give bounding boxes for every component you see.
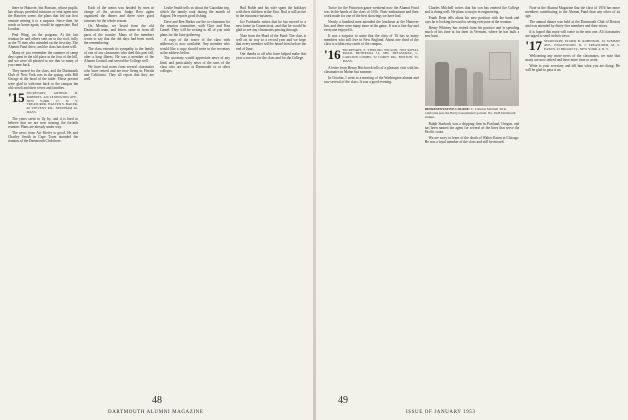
right-col-2 [425,6,520,392]
paragraph: The years seem to fly by, and it is hard to believe that we are now nearing the fortieth reunion. Plans are already under way. [8,116,78,130]
paragraph: Write to your secretary and tell him what you are doing. He will be glad to pass it on. [525,64,621,73]
paragraph: Henry Whitney has retired from his practice and is spending much of his time at his farm in Vermont, where he has built a new barn. [424,25,520,38]
page-number: 48 [152,395,162,406]
paragraph: Our thanks to all who have helped make this year a success for the class and for the College. [236,52,306,61]
page-footer: DARTMOUTH ALUMNI MAGAZINE [108,410,204,415]
left-col-1 [8,6,78,392]
paragraph: The secretary would appreciate news of any kind, and particularly news of the sons of the class who are now at Dartmouth or at other colleges. [160,56,230,74]
paragraph: The class extends its sympathy to the family of one of our classmates who died this past fall, after a long illness. He was a member of the Alumni Council and served the College well. [84,46,154,64]
paragraph: It was a surprise to some that the class of '16 has so many members who still live in New England. About one third of the class is within easy reach of the campus. [324,34,419,47]
class-officers: SECRETARY, ARTHUR B. ROBERTS, 420 LEXINGTON AVE., NEW YORK 17, N. Y. TREASURER, WALTER S. BAKER, 60 STEVENS RD., NEEDHAM 92, MASS. [26,91,78,115]
paragraph: Nearly a hundred men attended the luncheon at the Hanover Inn, and there were many more at the game. It was a fine day and everyone enjoyed it. [324,20,419,33]
paragraph: Ralph Starbuck was a shipping firm in Portland, Oregon, and has been named the agent for several of the lines that serve the Pacific coast. [424,121,520,135]
paragraph: In October, I went to a meeting of the Washington alumni and saw several of the class. It was a good evening. [324,75,419,84]
paragraph: Note in the Alumni Magazine that the class of 1916 has more members contributing to the Alumni Fund than any other of its age. [525,6,621,19]
paragraph: They turned for the class, and the Dartmouth Club of New York was in the spring, with Bill George at the head of the table. Those present were glad to welcome back to the campus the old crowd and their wives and families. [8,69,78,90]
paragraph: Charles Mitchell writes that his son has entered the College and is doing well. He plans to major in engineering. [424,6,520,15]
photo-caption [425,108,520,120]
paragraph: It is hoped that more will come to the next one. All classmates are urged to send in their news. [525,29,621,38]
paragraph: Welcoming any more news of the classmates, we note that many are now retired and have more time to write. [525,54,621,63]
paragraph: Dave and Ben Barker are the co-chairmen for the reunion committee, with Clint and Ken Camel. They will be writing to all of you with plans for the June gathering. [160,20,230,37]
right-col-1 [324,6,419,392]
paragraph: We have had notes from several classmates who have retired and are now living in Florida and California. They all report that they are well. [84,64,154,82]
class-heading-1916 [324,46,419,64]
photo-figure [473,72,483,106]
right-page-columns [324,6,620,392]
caption-title: REPRESENTATIVE COURSE: [424,107,471,112]
paragraph: The news from Art Kiefer is good. He and Charley Smith in Cape Town attended the reunion of the Dartmouth Club there. [8,130,78,144]
left-col-2 [84,6,154,392]
photo-figure [455,68,467,106]
paragraph: Frank Dean tells about his new position with the bank and says he is looking forward to seeing everyone at the reunion. [424,15,520,24]
class-year: '17 [525,38,542,54]
paragraph: A letter from Henry Hitchcock tells of a pleasant visit with his classmates in Maine last summer. [324,65,419,74]
left-col-4 [236,6,306,392]
class-heading-1915 [8,92,78,115]
right-page [316,0,628,420]
paragraph: there in Hanover, but Russian, whose pupils, has always provided missions or sent agent into the Hanover scene, the plans that fed our first venture mining it to a surprise. Since then, he sends us home again, would he appreciate, Bud London. [8,6,78,32]
right-col-3 [525,6,620,392]
paragraph: A copy of the roster of the class with addresses is now available. Any member who would like a copy should write to the secretary at the address below. [160,38,230,55]
left-page-columns [8,6,306,392]
left-col-3 [160,6,230,392]
paragraph: We are sorry to learn of the death of Walter Eaton in Chicago. He was a loyal member of the class and will be missed. [424,135,520,145]
paragraph: Paul Wing, on the program. At the last reunion he and others sent on to the roof, fully as the 75 men who attended on the first day. The Alumni Fund drive, and the class has done well. [8,32,78,50]
class-heading-1917 [525,40,620,52]
class-officers: SECRETARY, F. STIRLING WILSON, 7810 ROYAL ROAD, BETHESDA 14, MD. TREASURER, C. CARLTON COMBS, 52 COREY RD., BOSTON, 35, MASS. [342,47,419,63]
paragraph: Twice for the Princeton game weekend now the Alumni Fund was in the hands of the class of 1916. Their enthusiasm and their work made for one of the best showings we have had. [324,6,419,19]
paragraph: On Monday, we heard from the old Dartmouth team, and letters came in from all parts of the country. Many of the members wrote to say that the old days had been worth the remembering. [84,24,154,46]
photo-figure [435,62,449,106]
class-year: '16 [324,46,341,62]
class-year: '15 [8,90,25,106]
class-officers: SECRETARY, ELMER B. ROBINSON, 32 SUMMIT AVE., ENGLEWOOD, N. J. TREASURER, M. S. EATON, 25 BROAD ST., NEW YORK 4, N. Y. [543,39,621,51]
paragraph: Note from the Head of the Fund: The class is well on its way to a record year and we hope that every member will be heard from before the end of June. [236,34,306,51]
page-number: 49 [338,395,348,406]
paragraph: Bud Ruhle and his wife spent the holidays with their children in the East. Bud is still active in the insurance business. [236,6,306,19]
paragraph: Each of the teams was headed by men in charge of the section. Judge Ross again organized the dinner and there were good turnouts for the whole season. [84,6,154,23]
page-footer: ISSUE OF JANUARY 1953 [406,410,476,415]
paragraph: Many of you remember the summer of camp days spent in the old place at the foot of the hill, and we were all pleased to see that so many of you came back. [8,50,78,68]
paragraph: Joe Fairbanks writes that he has moved to a new home in Connecticut, and that he would be glad to see any classmates passing through. [236,20,306,33]
caption-text: C. Carleton Mitchell '16 in California sees the Harry Giesselman's portrait. No. 1928 Dartmouth alumni. [424,107,516,120]
photo [425,40,520,106]
paragraph: Leslie Smith tells us about the Canadian trip, which the family took during the month of August. He reports good fishing. [160,6,230,19]
photo-portrait [489,52,511,80]
paragraph: The annual dinner was held at the Dartmouth Club of Boston and was attended by thirty-five members and their wives. [525,20,621,29]
